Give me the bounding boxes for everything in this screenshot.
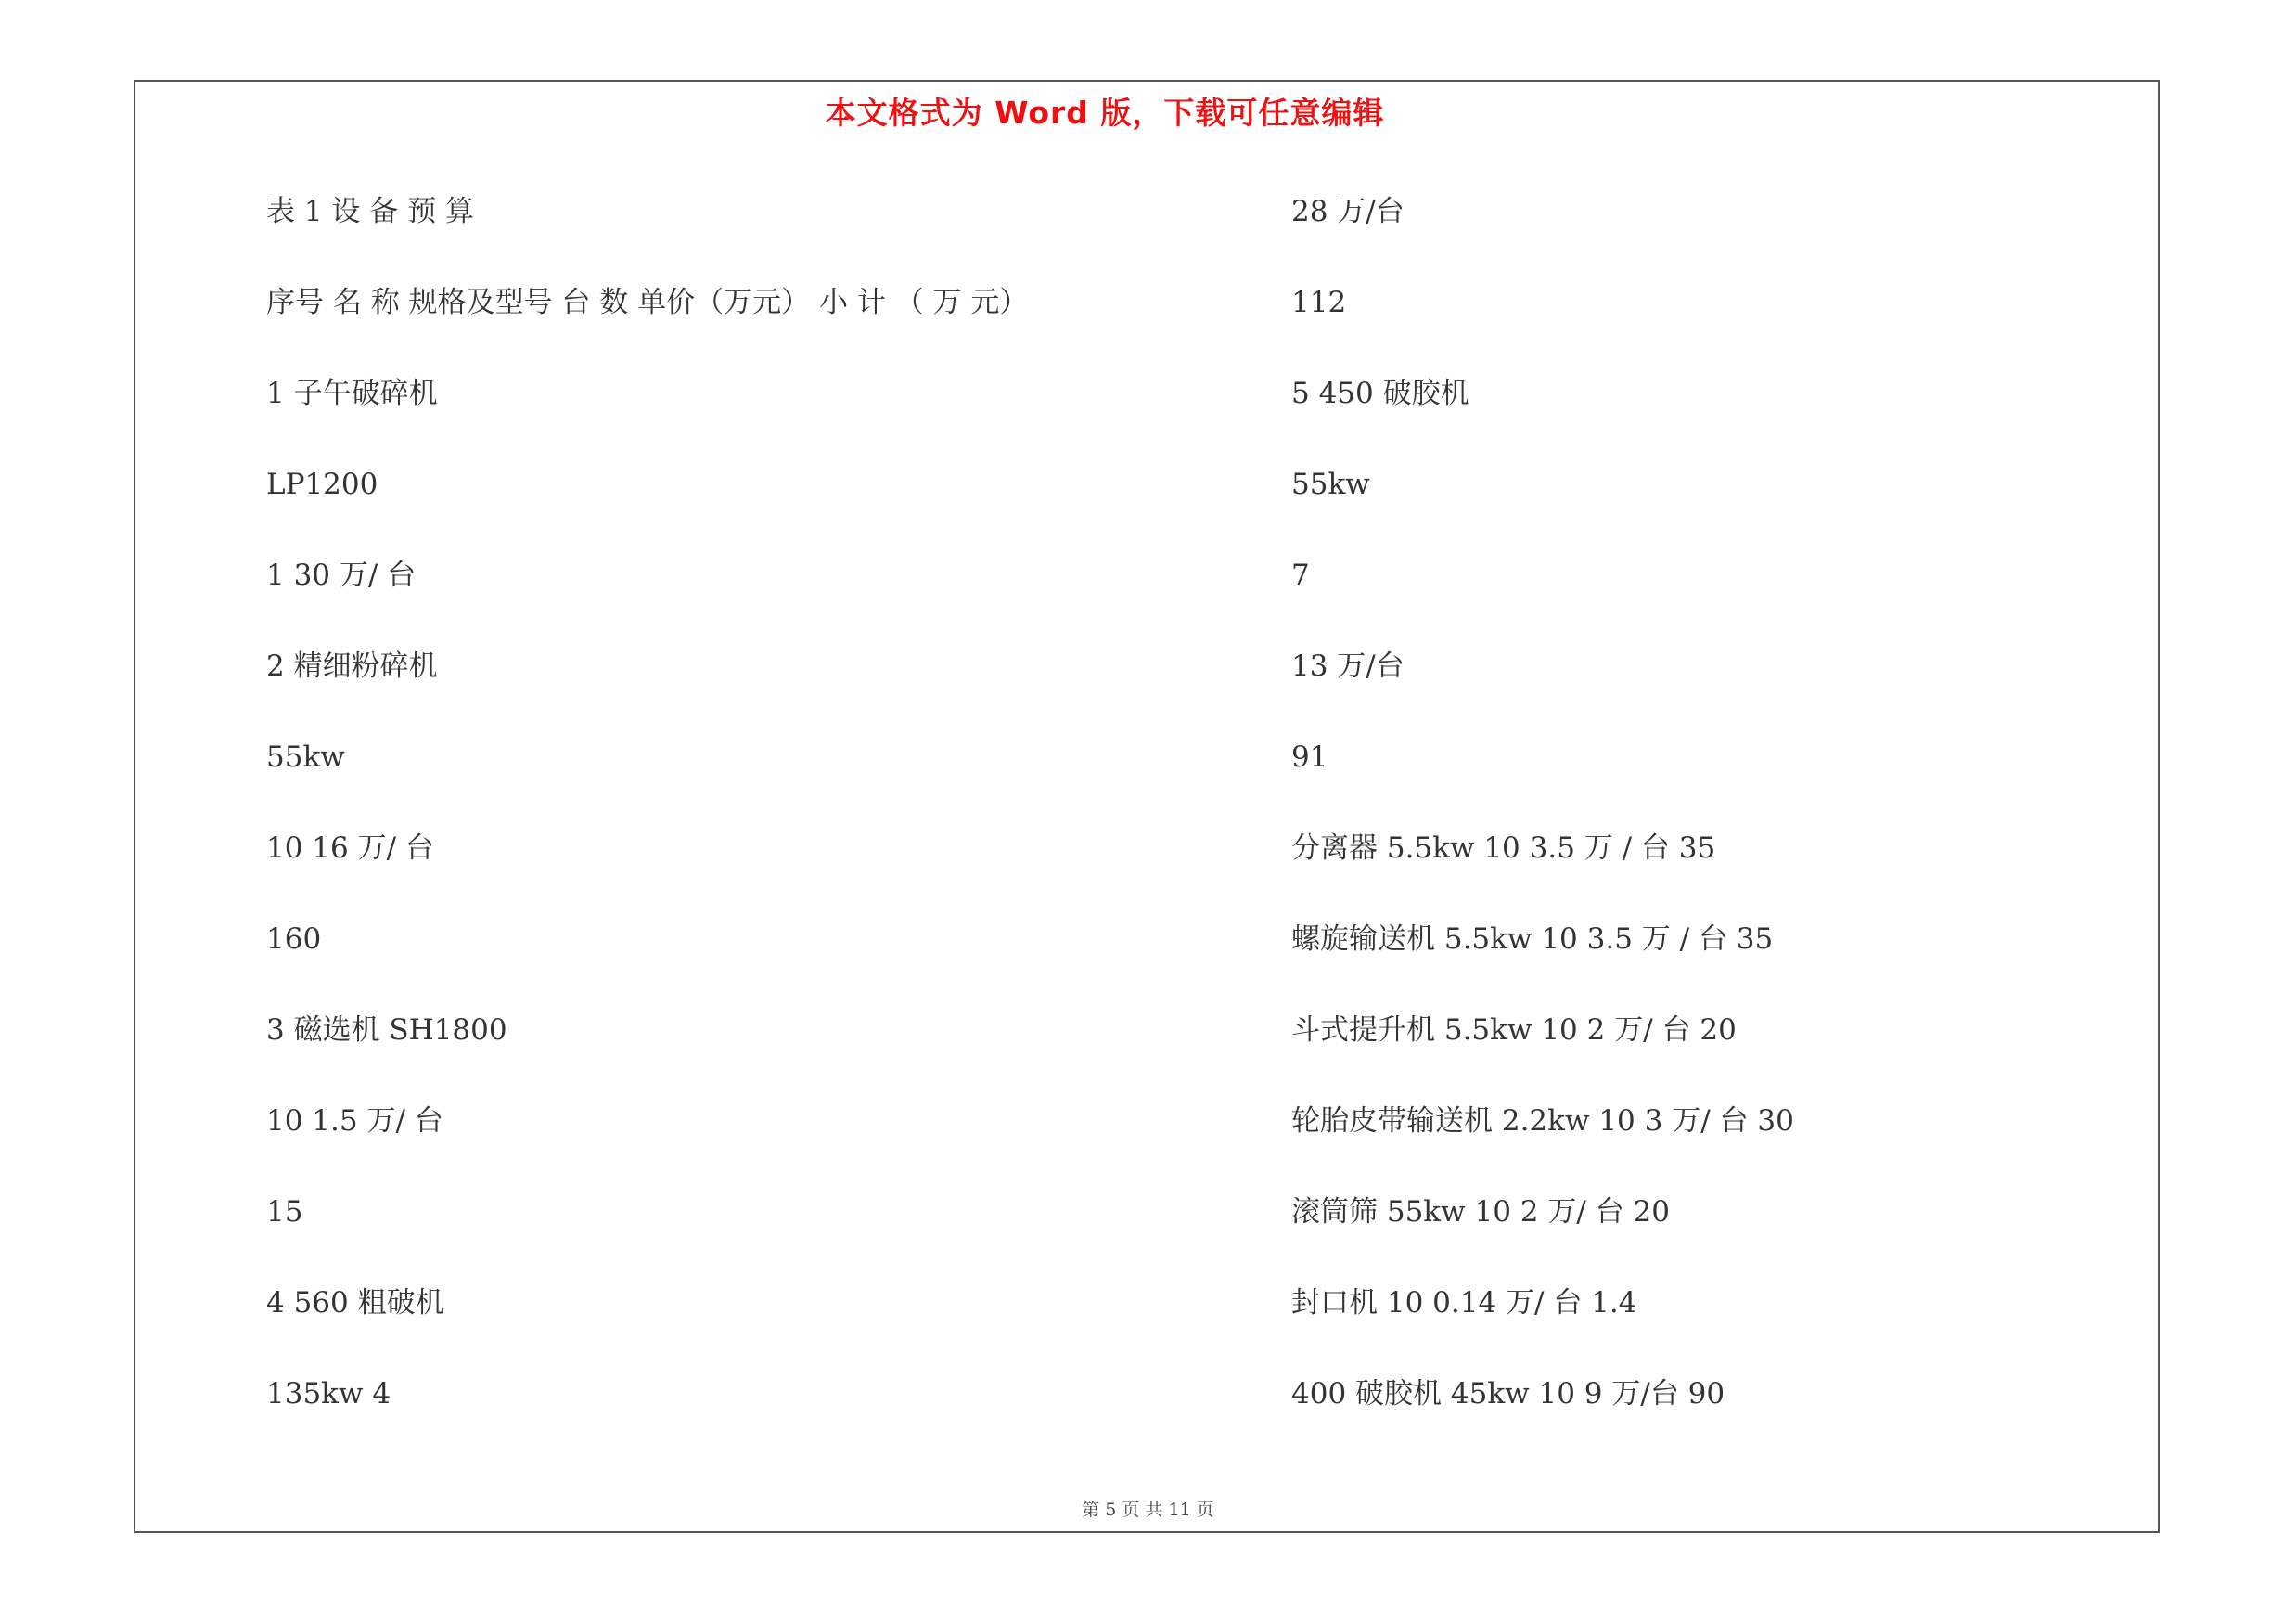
text-line: 分离器 5.5kw 10 3.5 万 / 台 35 (1291, 831, 1716, 865)
text-line: LP1200 (266, 468, 378, 501)
text-line: 10 1.5 万/ 台 (266, 1104, 443, 1138)
text-line: 1 30 万/ 台 (266, 559, 417, 592)
text-line: 斗式提升机 5.5kw 10 2 万/ 台 20 (1291, 1013, 1737, 1047)
text-line: 55kw (1291, 468, 1370, 501)
text-line: 7 (1291, 559, 1310, 592)
text-line: 4 560 粗破机 (266, 1286, 444, 1320)
text-line: 螺旋输送机 5.5kw 10 3.5 万 / 台 35 (1291, 922, 1774, 956)
text-line: 91 (1291, 741, 1328, 774)
table-title: 表 1 设 备 预 算 (266, 195, 474, 228)
text-line: 160 (266, 922, 322, 956)
text-line: 400 破胶机 45kw 10 9 万/台 90 (1291, 1377, 1725, 1410)
text-line: 55kw (266, 741, 345, 774)
text-line: 2 精细粉碎机 (266, 650, 438, 683)
text-line: 13 万/台 (1291, 650, 1405, 683)
text-line: 10 16 万/ 台 (266, 831, 434, 865)
text-line: 15 (266, 1195, 303, 1229)
text-line: 28 万/台 (1291, 195, 1405, 228)
text-line: 1 子午破碎机 (266, 377, 438, 410)
text-line: 135kw 4 (266, 1377, 391, 1410)
text-line: 5 450 破胶机 (1291, 377, 1469, 410)
text-line: 滚筒筛 55kw 10 2 万/ 台 20 (1291, 1195, 1670, 1229)
page-number-footer: 第 5 页 共 11 页 (1082, 1500, 1214, 1520)
text-line: 封口机 10 0.14 万/ 台 1.4 (1291, 1286, 1637, 1320)
text-line: 轮胎皮带输送机 2.2kw 10 3 万/ 台 30 (1291, 1104, 1794, 1138)
table-header-row: 序号 名 称 规格及型号 台 数 单价（万元） 小 计 （ 万 元） (266, 286, 1029, 319)
text-line: 3 磁选机 SH1800 (266, 1013, 507, 1047)
text-line: 112 (1291, 286, 1347, 319)
edit-notice-banner: 本文格式为 Word 版，下载可任意编辑 (825, 95, 1385, 131)
